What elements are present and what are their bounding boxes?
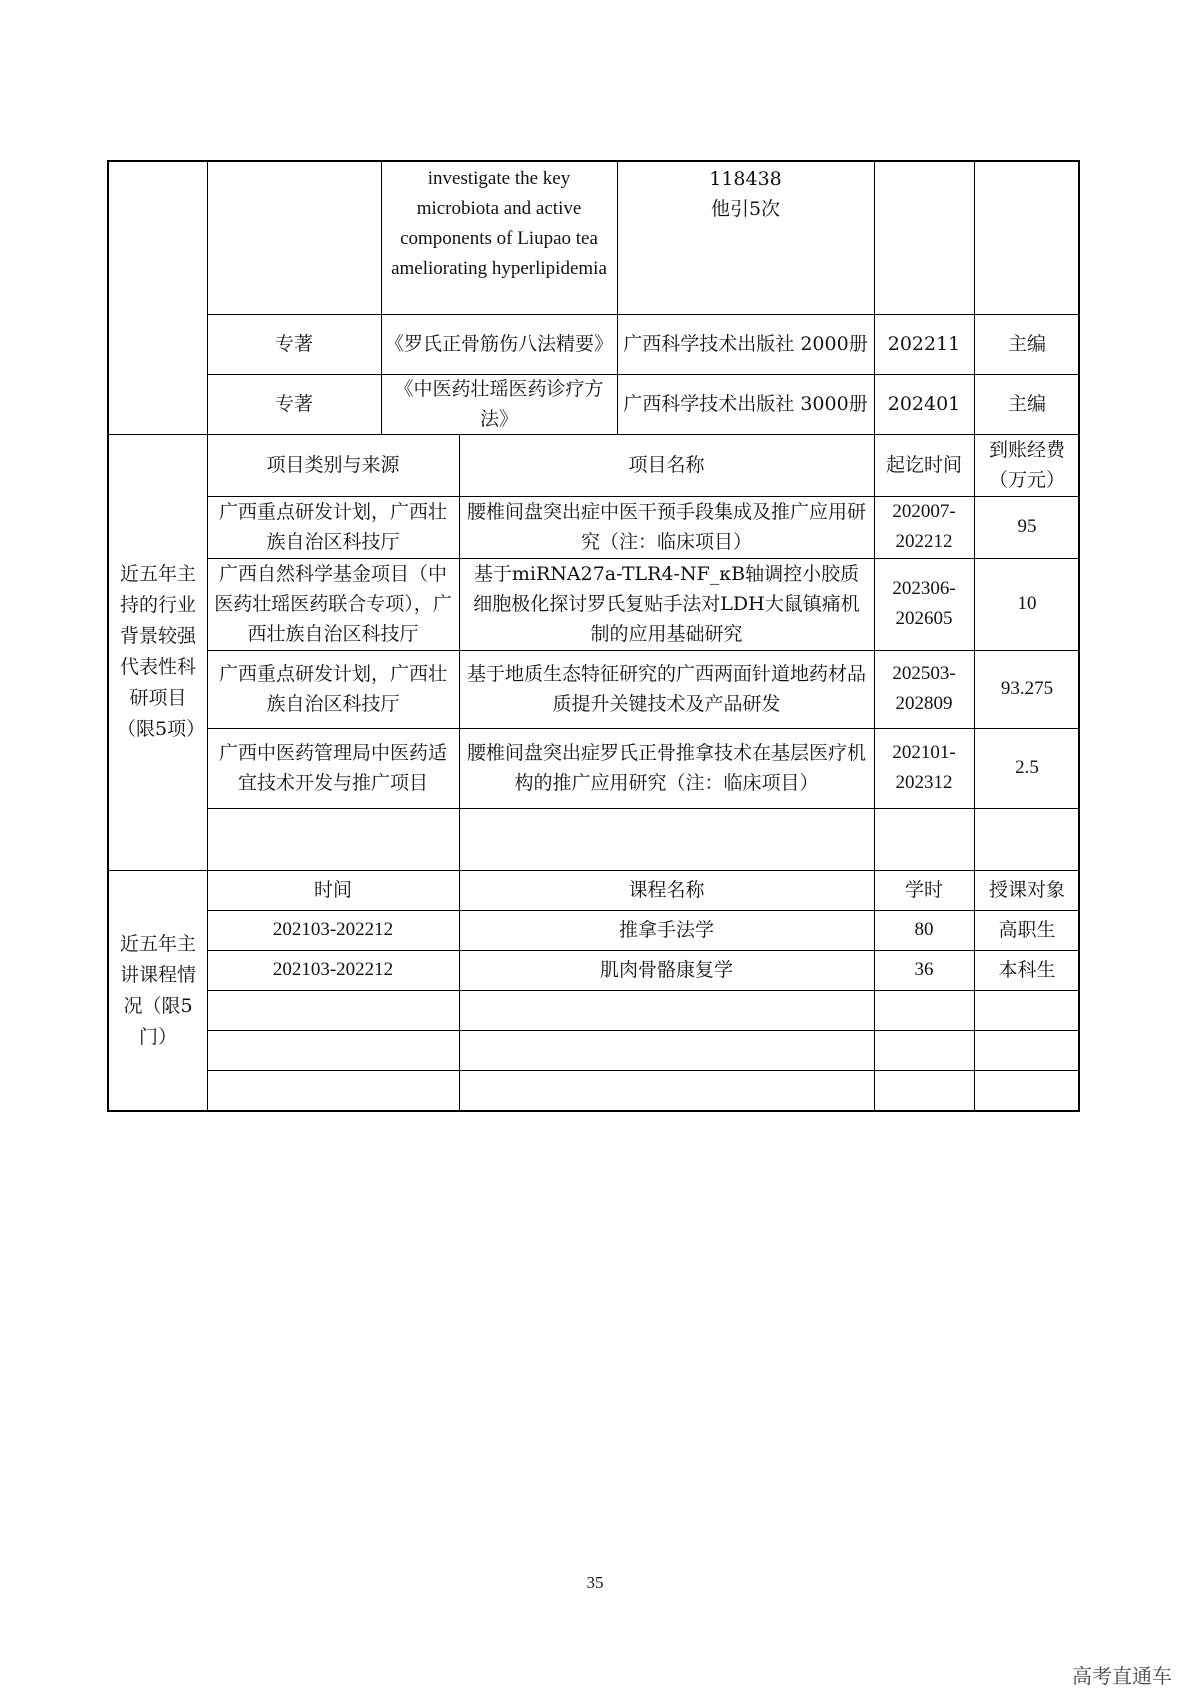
research-period: 202101-202312 — [892, 742, 956, 793]
course-header-name: 课程名称 — [628, 879, 705, 901]
record-table — [107, 160, 1080, 1112]
course-hours: 36 — [914, 959, 934, 980]
course-target — [974, 990, 1080, 1030]
research-source: 广西自然科学基金项目（中医药壮瑶医药联合专项），广西壮族自治区科技厅 — [214, 563, 452, 645]
research-period: 202306-202605 — [892, 578, 956, 629]
pub-type: 专著 — [274, 393, 313, 415]
research-period: 202007-202212 — [892, 501, 956, 552]
research-section-label: 近五年主持的行业背景较强代表性科研项目（限5项） — [117, 563, 206, 740]
course-hours — [874, 1070, 974, 1110]
course-name: 肌肉骨骼康复学 — [599, 959, 733, 981]
course-name — [459, 990, 874, 1030]
pub-venue: 广西科学技术出版社 3000册 — [623, 393, 868, 415]
watermark: 高考直通车 — [1072, 1664, 1172, 1688]
course-hours — [874, 990, 974, 1030]
research-name — [459, 808, 874, 870]
course-target: 本科生 — [998, 959, 1056, 981]
research-funding: 10 — [1017, 593, 1037, 614]
research-header-funding: 到账经费（万元） — [988, 439, 1065, 491]
pub-date — [874, 162, 974, 314]
course-name: 推拿手法学 — [618, 919, 714, 941]
course-target — [974, 1030, 1080, 1070]
research-header-period: 起讫时间 — [885, 454, 962, 476]
research-funding: 95 — [1017, 516, 1037, 537]
course-section-label: 近五年主讲课程情况（限5门） — [119, 933, 196, 1048]
course-header-hours: 学时 — [904, 879, 943, 901]
pub-date: 202211 — [887, 333, 961, 355]
pub-date: 202401 — [887, 393, 961, 415]
research-name: 基于地质生态特征研究的广西两面针道地药材品质提升关键技术及产品研发 — [467, 663, 867, 715]
course-header-time: 时间 — [313, 879, 352, 901]
course-target — [974, 1070, 1080, 1110]
page-number: 35 — [586, 1573, 604, 1592]
research-name: 腰椎间盘突出症罗氏正骨推拿技术在基层医疗机构的推广应用研究（注：临床项目） — [467, 742, 867, 794]
research-header-name: 项目名称 — [628, 454, 705, 476]
course-target: 高职生 — [998, 919, 1056, 941]
pub-title: 《中医药壮瑶医药诊疗方法》 — [394, 378, 604, 430]
course-hours: 80 — [914, 919, 934, 940]
pub-venue: 118438 他引5次 — [709, 168, 782, 220]
course-name — [459, 1030, 874, 1070]
research-name: 腰椎间盘突出症中医干预手段集成及推广应用研究（注：临床项目） — [467, 501, 867, 553]
research-source: 广西重点研发计划，广西壮族自治区科技厅 — [218, 501, 447, 553]
course-time — [207, 1030, 459, 1070]
research-source — [207, 808, 459, 870]
research-period — [874, 808, 974, 870]
pub-title: 《罗氏正骨筋伤八法精要》 — [385, 333, 614, 355]
pub-venue: 广西科学技术出版社 2000册 — [623, 333, 868, 355]
research-source: 广西重点研发计划，广西壮族自治区科技厅 — [218, 663, 447, 715]
course-header-target: 授课对象 — [988, 879, 1065, 901]
course-time: 202103-202212 — [272, 959, 394, 980]
research-funding — [974, 808, 1080, 870]
research-header-source: 项目类别与来源 — [266, 454, 400, 476]
research-period: 202503-202809 — [892, 663, 956, 714]
research-funding: 2.5 — [1015, 757, 1039, 778]
pub-type — [207, 162, 381, 314]
course-time — [207, 990, 459, 1030]
course-name — [459, 1070, 874, 1110]
pub-type: 专著 — [274, 333, 313, 355]
pub-title: investigate the key microbiota and active components of Liupao tea ameliorating hyperlipidemia — [391, 168, 607, 279]
course-hours — [874, 1030, 974, 1070]
pub-role: 主编 — [1007, 333, 1046, 355]
research-funding: 93.275 — [1000, 678, 1054, 699]
research-name: 基于miRNA27a-TLR4-NF_κB轴调控小胶质细胞极化探讨罗氏复贴手法对LDH大鼠镇痛机制的应用基础研究 — [473, 563, 860, 645]
course-time — [207, 1070, 459, 1110]
course-time: 202103-202212 — [272, 919, 394, 940]
research-source: 广西中医药管理局中医药适宜技术开发与推广项目 — [218, 742, 447, 794]
pub-role: 主编 — [1007, 393, 1046, 415]
pub-role — [974, 162, 1080, 314]
